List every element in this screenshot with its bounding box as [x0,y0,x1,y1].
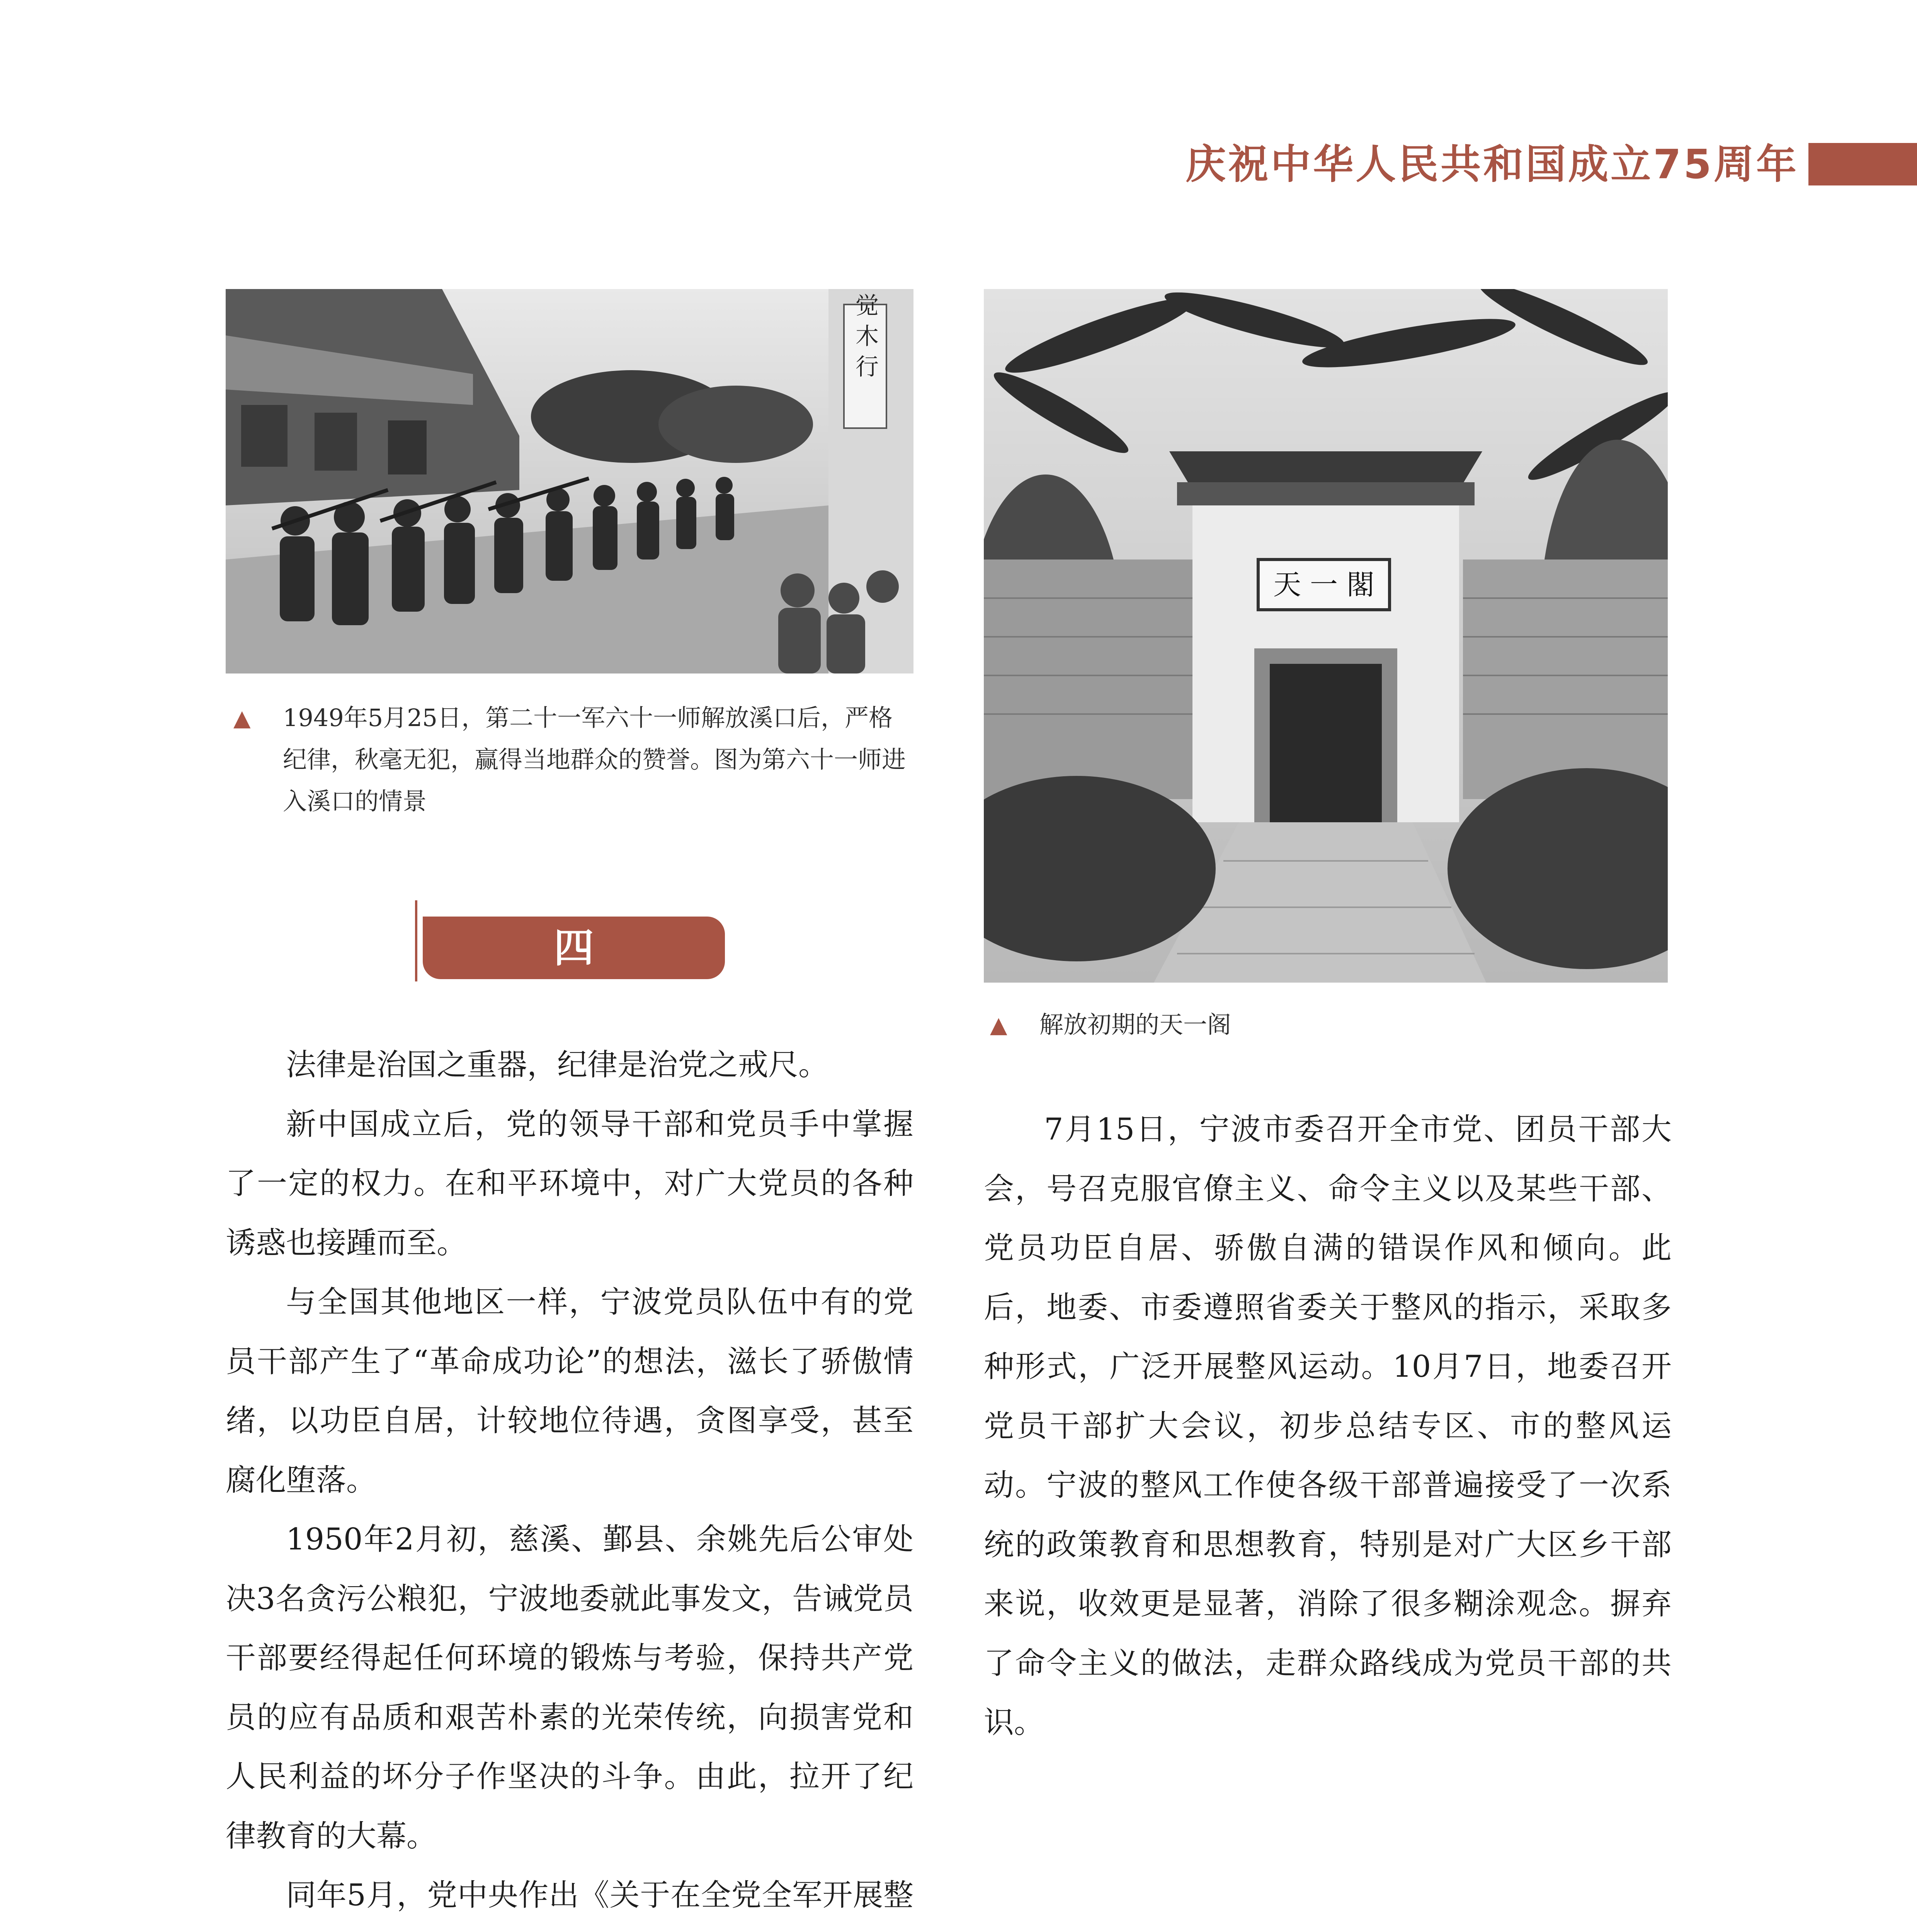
left-column-body [226,1036,913,1932]
section-heading: 四 [423,917,725,979]
pavilion-plaque-text: 天 一 閣 [1273,568,1374,601]
paragraph: 新中国成立后，党的领导干部和党员手中掌握了一定的权力。在和平环境中，对广大党员的各种诱惑也接踵而至。 [226,1107,913,1260]
right-column-body [984,1100,1672,1753]
paragraph: 7月15日，宁波市委召开全市党、团员干部大会，号召克服官僚主义、命令主义以及某些干部、党员功臣自居、骄傲自满的错误作风和倾向。此后，地委、市委遵照省委关于整风的指示，采取多种形式，广泛开展整风运动。10月7日，地委召开党员干部扩大会议，初步总结专区、市的整风运动。宁波的整风工作使各级干部普遍接受了一次系统的政策教育和思想教育，特别是对广大区乡干部来说，收效更是显著，消除了很多糊涂观念。摒弃了命令主义的做法，走群众路线成为党员干部的共识。 [984,1112,1672,1740]
paragraph: 法律是治国之重器，纪律是治党之戒尺。 [286,1048,829,1082]
paragraph: 1950年2月初，慈溪、鄞县、余姚先后公审处决3名贪污公粮犯，宁波地委就此事发文，告诫党员干部要经得起任何环境的锻炼与考验，保持共产党员的应有品质和艰苦朴素的光荣传统，向损害党和人民利益的坏分子作坚决的斗争。由此，拉开了纪律教育的大幕。 [226,1522,913,1854]
photo-tianyi-pavilion [984,289,1668,983]
caption-triangle-icon: ▲ [233,705,251,731]
section-heading-rule [415,900,417,981]
paragraph: 与全国其他地区一样，宁波党员队伍中有的党员干部产生了“革命成功论”的想法，滋长了骄傲情绪，以功臣自居，计较地位待遇，贪图享受，甚至腐化堕落。 [226,1285,913,1498]
header-accent-bar [1808,143,1917,185]
pavilion-photo-illustration [984,289,1668,983]
photo1-caption [233,697,913,822]
photo1-caption-text: 1949年5月25日，第二十一军六十一师解放溪口后，严格纪律，秋毫无犯，赢得当地群众的赞誉。图为第六十一师进入溪口的情景 [283,704,906,815]
photo2-caption-text: 解放初期的天一阁 [1039,1010,1232,1039]
photo2-caption [990,1004,1670,1046]
paragraph: 同年5月，党中央作出《关于在全党全军开展整 [286,1878,913,1913]
troops-photo-illustration [226,289,913,673]
shop-sign-text: 觉 木 行 [852,293,879,378]
photo-troops-entering-xikou [226,289,913,673]
caption-triangle-icon: ▲ [990,1012,1007,1038]
issue-header-title: 庆祝中华人民共和国成立75周年 [1186,141,1799,188]
